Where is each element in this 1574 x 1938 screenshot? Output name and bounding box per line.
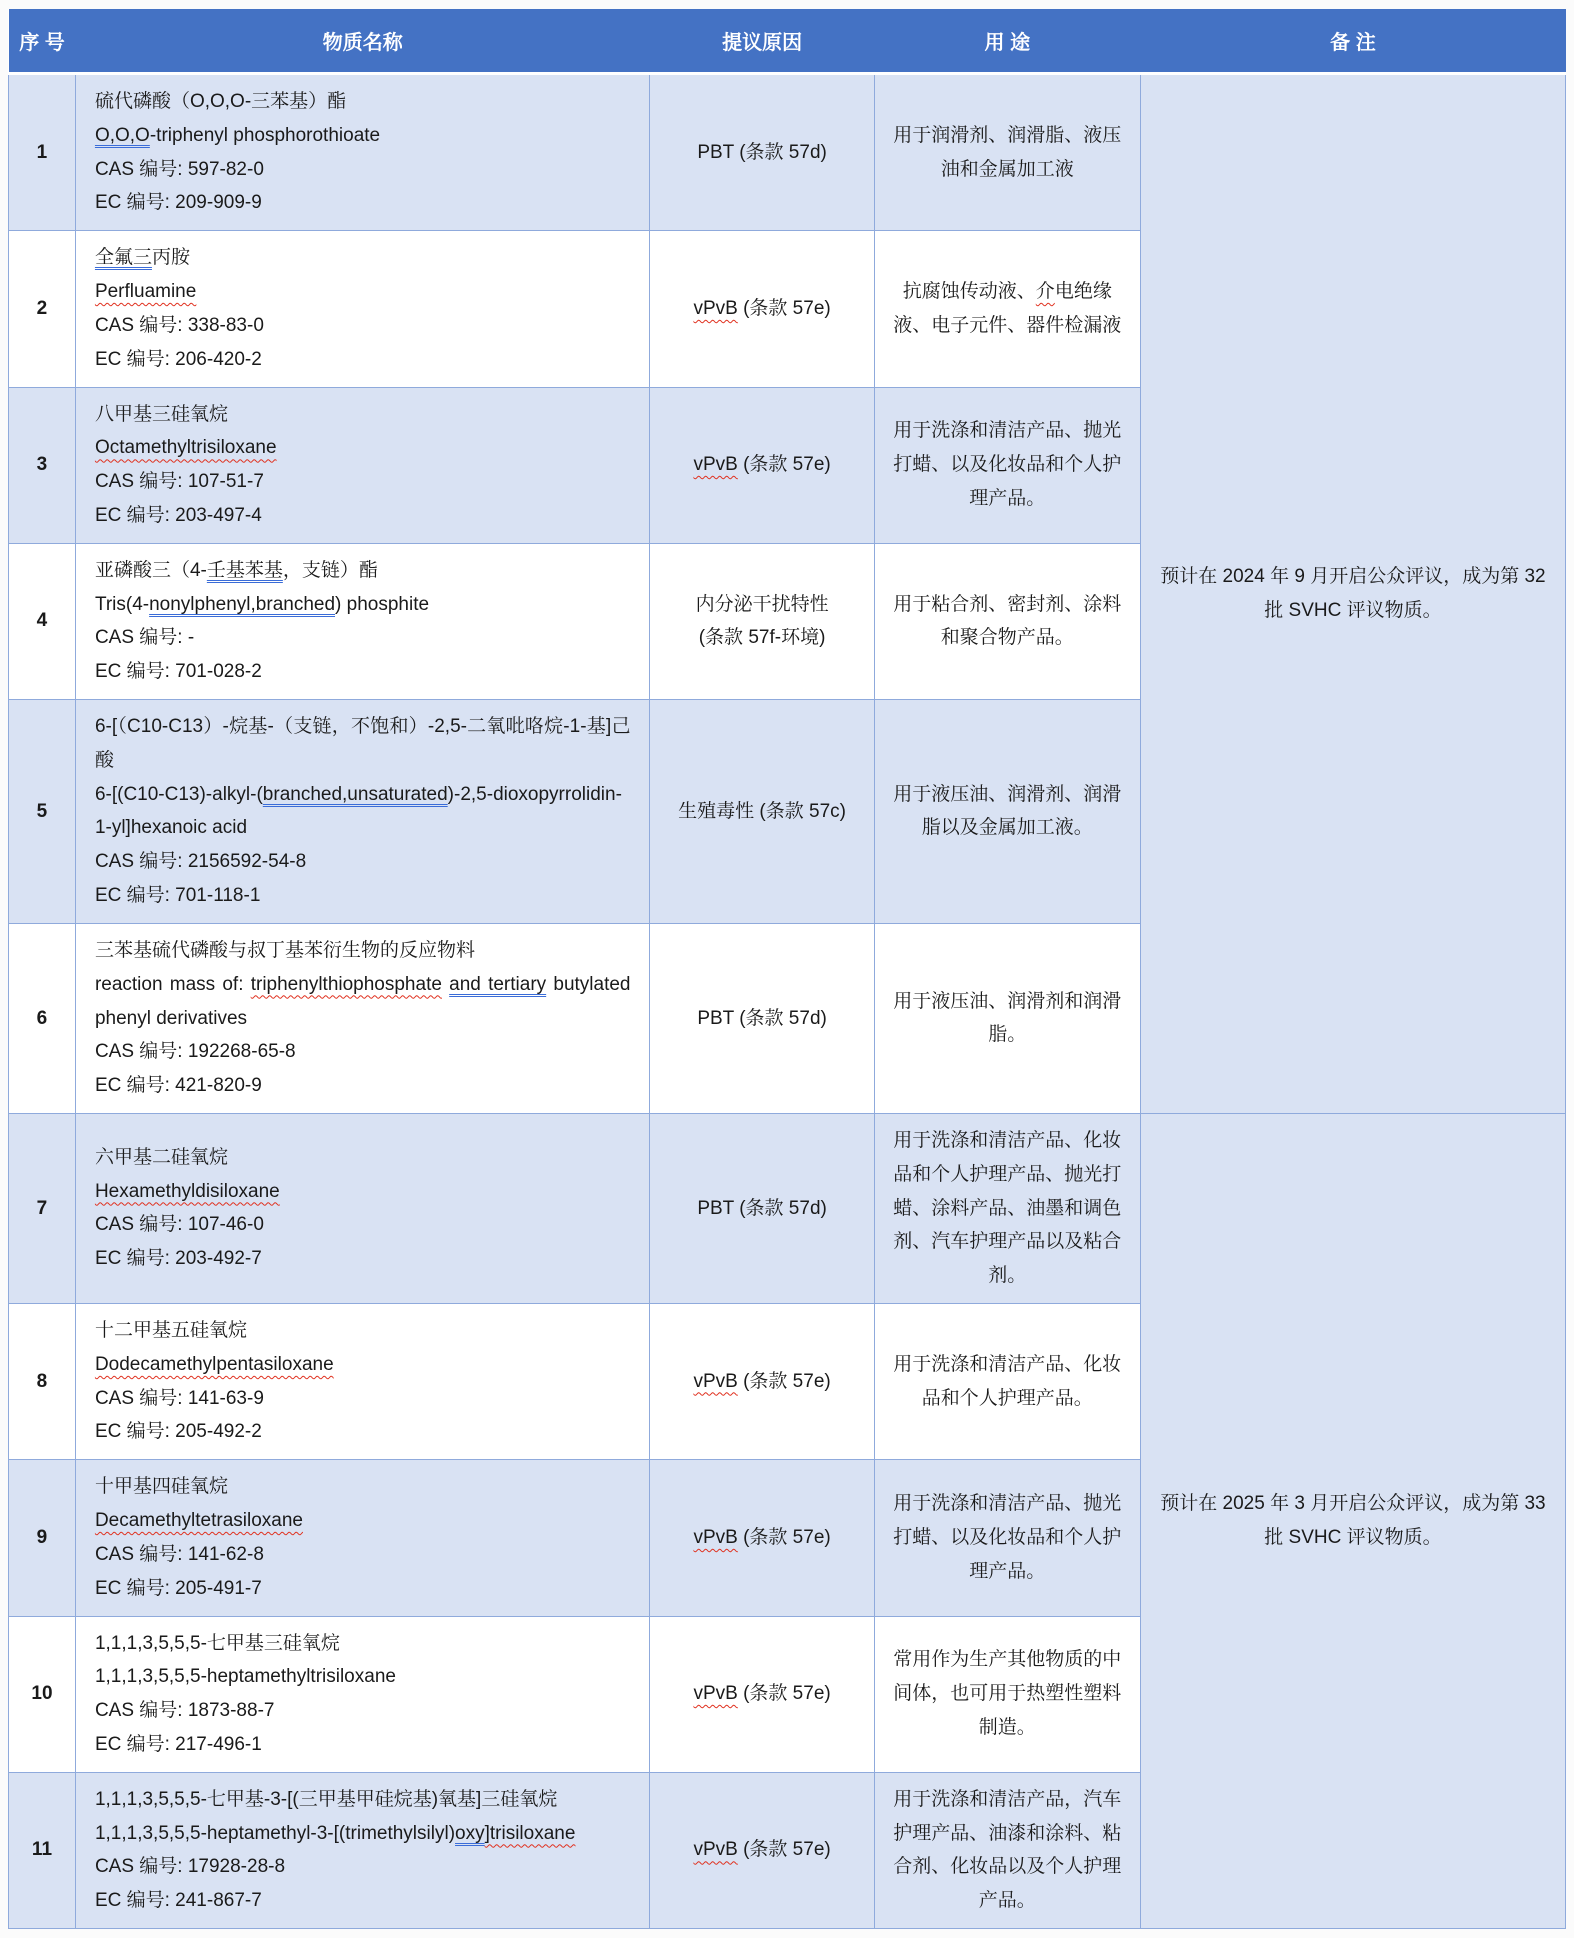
substance-name-line bbox=[95, 119, 631, 153]
text-segment: (条款 57e) bbox=[737, 1370, 831, 1392]
text-segment: 1,1,1,3,5,5,5-七甲基三硅氧烷 bbox=[94, 1632, 340, 1654]
substance-name-line bbox=[95, 588, 631, 622]
spell-error-text: 介 bbox=[1035, 281, 1055, 303]
text-segment: (条款 57e) bbox=[737, 1683, 831, 1705]
serial-cell: 7 bbox=[9, 1113, 76, 1303]
text-segment: 1,1,1,3,5,5,5-七甲基-3-[(三甲基甲硅烷基)氧基]三硅氧烷 bbox=[94, 1788, 558, 1810]
text-segment: EC 编号: 205-491-7 bbox=[94, 1577, 262, 1599]
text-segment: 硫代磷酸（O,O,O-三苯基）酯 bbox=[94, 91, 347, 112]
reason-cell bbox=[650, 1772, 874, 1928]
text-segment: EC 编号: 203-492-7 bbox=[94, 1248, 262, 1270]
substance-name-line bbox=[95, 655, 631, 689]
substance-name-line bbox=[95, 1504, 631, 1538]
substance-name-line bbox=[95, 1242, 631, 1276]
reason-line bbox=[664, 1002, 859, 1036]
text-segment: EC 编号: 205-492-2 bbox=[94, 1421, 262, 1443]
column-header-remark: 备 注 bbox=[1140, 9, 1565, 74]
text-segment: CAS 编号: 107-46-0 bbox=[94, 1214, 264, 1236]
serial-cell: 5 bbox=[9, 700, 76, 924]
table-row bbox=[9, 1113, 1566, 1303]
text-segment: (条款 57e) bbox=[737, 297, 831, 319]
text-segment: 六甲基二硅氧烷 bbox=[94, 1146, 228, 1168]
substance-name-line bbox=[95, 1069, 631, 1103]
text-segment: 十甲基四硅氧烷 bbox=[94, 1476, 228, 1498]
use-cell bbox=[874, 231, 1140, 387]
substance-name-cell bbox=[75, 231, 650, 387]
remark-cell: 预计在 2024 年 9 月开启公众评议，成为第 32 批 SVHC 评议物质。 bbox=[1140, 74, 1565, 1114]
spell-error-text: Dodecamethylpentasiloxane bbox=[94, 1353, 334, 1375]
reason-cell bbox=[650, 1113, 874, 1303]
text-segment: CAS 编号: 192268-65-8 bbox=[94, 1041, 296, 1063]
text-segment: 内分泌干扰特性 bbox=[695, 593, 829, 615]
spell-error-text: Decamethyltetrasiloxane bbox=[94, 1510, 303, 1532]
serial-cell: 11 bbox=[9, 1772, 76, 1928]
serial-cell: 10 bbox=[9, 1616, 76, 1772]
serial-cell: 3 bbox=[9, 387, 76, 543]
spell-error-text: vPvB bbox=[693, 1526, 738, 1548]
spell-error-text: ]trisiloxane bbox=[484, 1822, 576, 1844]
reason-line bbox=[664, 588, 859, 622]
grammar-error-text: and tertiary bbox=[449, 973, 547, 995]
column-header-serial: 序 号 bbox=[9, 9, 76, 74]
text-segment: EC 编号: 203-497-4 bbox=[94, 504, 262, 526]
substance-name-cell bbox=[75, 923, 650, 1113]
substance-name-line bbox=[95, 1415, 631, 1449]
text-segment: 十二甲基五硅氧烷 bbox=[94, 1320, 247, 1341]
serial-cell: 4 bbox=[9, 543, 76, 699]
column-header-reason: 提议原因 bbox=[650, 9, 874, 74]
reason-cell bbox=[650, 543, 874, 699]
substance-name-line bbox=[95, 1728, 631, 1762]
text-segment: ) phosphite bbox=[335, 593, 430, 615]
substance-name-cell bbox=[75, 543, 650, 699]
text-segment: CAS 编号: 17928-28-8 bbox=[94, 1856, 286, 1878]
table-header bbox=[9, 9, 1566, 74]
reason-line bbox=[664, 448, 859, 482]
substance-name-cell bbox=[75, 1772, 650, 1928]
text-segment: PBT (条款 57d) bbox=[697, 141, 827, 163]
text-segment: CAS 编号: 1873-88-7 bbox=[94, 1700, 275, 1722]
text-segment: CAS 编号: 338-83-0 bbox=[94, 314, 264, 336]
use-text bbox=[889, 119, 1126, 187]
text-segment: CAS 编号: 141-62-8 bbox=[94, 1543, 264, 1565]
text-segment: (条款 57e) bbox=[737, 1839, 831, 1861]
use-cell bbox=[874, 1304, 1140, 1460]
text-segment: 电绝缘液、电子元件、器件检漏液 bbox=[893, 281, 1122, 336]
svhc-substance-table bbox=[8, 9, 1566, 1929]
use-cell bbox=[874, 74, 1140, 231]
spell-error-text: vPvB bbox=[693, 454, 738, 476]
spell-error-text: vPvB bbox=[693, 1370, 738, 1392]
reason-line bbox=[664, 1192, 859, 1226]
reason-cell bbox=[650, 74, 874, 231]
reason-cell bbox=[650, 1460, 874, 1616]
text-segment: )-2,5-dioxopyrrolidin-1-yl]hexanoic acid bbox=[94, 783, 622, 839]
serial-cell: 1 bbox=[9, 74, 76, 231]
substance-name-line bbox=[95, 1348, 631, 1382]
reason-line bbox=[664, 136, 859, 170]
substance-name-line bbox=[95, 241, 631, 275]
text-segment: 用于洗涤和清洁产品、化妆品和个人护理产品。 bbox=[893, 1353, 1122, 1409]
substance-name-line bbox=[95, 499, 631, 533]
reason-cell bbox=[650, 700, 874, 924]
reason-cell bbox=[650, 387, 874, 543]
text-segment: 用于粘合剂、密封剂、涂料和聚合物产品。 bbox=[893, 593, 1122, 649]
text-segment: 用于洗涤和清洁产品、化妆品和个人护理产品、抛光打蜡、涂料产品、油墨和调色剂、汽车护理产品以及粘合剂。 bbox=[893, 1129, 1122, 1287]
text-segment: 生殖毒性 (条款 57c) bbox=[678, 800, 847, 822]
text-segment: 用于洗涤和清洁产品、抛光打蜡、以及化妆品和个人护理产品。 bbox=[893, 420, 1122, 510]
grammar-error-text: O,O,O bbox=[94, 124, 150, 146]
text-segment: 八甲基三硅氧烷 bbox=[94, 403, 228, 425]
serial-cell: 6 bbox=[9, 923, 76, 1113]
use-text bbox=[889, 1348, 1126, 1416]
text-segment: 用于液压油、润滑剂、润滑脂以及金属加工液。 bbox=[893, 783, 1122, 839]
substance-name-line bbox=[95, 465, 631, 499]
substance-name-line bbox=[95, 431, 631, 465]
table-row bbox=[9, 74, 1566, 231]
reason-line bbox=[664, 1521, 859, 1555]
reason-line bbox=[664, 621, 859, 655]
text-segment: Tris(4- bbox=[94, 593, 150, 615]
header-row bbox=[9, 9, 1566, 74]
substance-name-line bbox=[95, 1470, 631, 1504]
reason-line bbox=[664, 795, 859, 829]
substance-name-line bbox=[95, 1694, 631, 1728]
text-segment: 抗腐蚀传动液、 bbox=[902, 281, 1036, 303]
substance-name-line bbox=[95, 309, 631, 343]
text-segment: ，支链）酯 bbox=[282, 559, 378, 581]
substance-name-line bbox=[95, 1382, 631, 1416]
text-segment: (条款 57f-环境) bbox=[698, 627, 826, 649]
text-segment: 6-[（C10-C13）-烷基-（支链，不饱和）-2,5-二氧吡咯烷-1-基]己酸 bbox=[94, 716, 631, 771]
text-segment: PBT (条款 57d) bbox=[697, 1007, 827, 1029]
text-segment: EC 编号: 701-028-2 bbox=[94, 661, 262, 683]
use-cell bbox=[874, 543, 1140, 699]
substance-name-line bbox=[95, 1783, 631, 1817]
text-segment: 亚磷酸三（4- bbox=[94, 559, 207, 581]
text-segment: -triphenyl phosphorothioate bbox=[149, 124, 381, 146]
substance-name-line bbox=[95, 186, 631, 220]
reason-line bbox=[664, 1677, 859, 1711]
substance-name-cell bbox=[75, 1304, 650, 1460]
reason-line bbox=[664, 1833, 859, 1867]
text-segment: 6-[(C10-C13)-alkyl-( bbox=[94, 783, 263, 805]
grammar-error-text: nonylphenyl,branched bbox=[149, 593, 336, 615]
text-segment: 三苯基硫代磷酸与叔丁基苯衍生物的反应物料 bbox=[94, 939, 475, 961]
substance-name-cell bbox=[75, 1616, 650, 1772]
spell-error-text: Hexamethyldisiloxane bbox=[94, 1180, 280, 1202]
use-text bbox=[889, 414, 1126, 515]
substance-name-line bbox=[95, 1538, 631, 1572]
reason-cell bbox=[650, 231, 874, 387]
table-body bbox=[9, 74, 1566, 1929]
reason-cell bbox=[650, 923, 874, 1113]
substance-name-line bbox=[95, 710, 631, 778]
use-cell bbox=[874, 1616, 1140, 1772]
text-segment: 用于液压油、润滑剂和润滑脂。 bbox=[893, 990, 1122, 1046]
reason-line bbox=[664, 292, 859, 326]
use-text bbox=[889, 1124, 1126, 1293]
substance-name-line bbox=[95, 343, 631, 377]
use-text bbox=[889, 985, 1126, 1053]
reason-cell bbox=[650, 1304, 874, 1460]
use-text bbox=[889, 1643, 1126, 1744]
spell-error-text: vPvB bbox=[693, 297, 738, 319]
substance-name-line bbox=[95, 1314, 631, 1348]
use-text bbox=[889, 275, 1126, 343]
text-segment: CAS 编号: 2156592-54-8 bbox=[94, 851, 307, 873]
use-text bbox=[889, 778, 1126, 846]
use-cell bbox=[874, 700, 1140, 924]
use-text bbox=[889, 588, 1126, 656]
text-segment: CAS 编号: 107-51-7 bbox=[94, 471, 264, 493]
use-text bbox=[889, 1487, 1126, 1588]
remark-cell: 预计在 2025 年 3 月开启公众评议，成为第 33 批 SVHC 评议物质。 bbox=[1140, 1113, 1565, 1928]
substance-name-line bbox=[95, 153, 631, 187]
substance-name-line bbox=[95, 85, 631, 119]
text-segment: 用于洗涤和清洁产品，汽车护理产品、油漆和涂料、粘合剂、化妆品以及个人护理产品。 bbox=[893, 1788, 1122, 1912]
reason-line bbox=[664, 1365, 859, 1399]
substance-name-line bbox=[95, 398, 631, 432]
text-segment: (条款 57e) bbox=[737, 1526, 831, 1548]
substance-name-line bbox=[95, 1208, 631, 1242]
substance-name-line bbox=[95, 1572, 631, 1606]
spell-error-text: Perfluamine bbox=[94, 281, 197, 303]
spell-error-text: Octamethyltrisiloxane bbox=[94, 437, 277, 459]
substance-name-line bbox=[95, 1660, 631, 1694]
substance-name-line bbox=[95, 934, 631, 968]
substance-name-cell bbox=[75, 74, 650, 231]
text-segment: EC 编号: 206-420-2 bbox=[94, 348, 262, 370]
substance-name-line bbox=[95, 1627, 631, 1661]
text-segment: CAS 编号: 597-82-0 bbox=[94, 158, 264, 180]
grammar-error-text: 全氟三 bbox=[94, 247, 152, 269]
text-segment: reaction mass of: bbox=[94, 973, 251, 995]
text-segment: CAS 编号: - bbox=[94, 627, 195, 649]
text-segment: 用于洗涤和清洁产品、抛光打蜡、以及化妆品和个人护理产品。 bbox=[893, 1493, 1122, 1582]
substance-name-line bbox=[95, 1850, 631, 1884]
substance-name-line bbox=[95, 554, 631, 588]
reason-cell bbox=[650, 1616, 874, 1772]
text-segment: 用于润滑剂、润滑脂、液压油和金属加工液 bbox=[893, 124, 1122, 180]
text-segment: EC 编号: 217-496-1 bbox=[94, 1733, 262, 1755]
grammar-error-text: branched,unsaturated bbox=[262, 783, 448, 805]
spell-error-text: vPvB bbox=[693, 1839, 738, 1861]
substance-name-line bbox=[95, 275, 631, 309]
substance-name-line bbox=[95, 778, 631, 846]
substance-name-line bbox=[95, 968, 631, 1036]
substance-name-cell bbox=[75, 1460, 650, 1616]
substance-name-line bbox=[95, 845, 631, 879]
text-segment: 1,1,1,3,5,5,5-heptamethyltrisiloxane bbox=[94, 1666, 396, 1688]
grammar-error-text: oxy bbox=[455, 1822, 485, 1844]
text-segment: EC 编号: 209-909-9 bbox=[94, 192, 262, 214]
text-segment: 常用作为生产其他物质的中间体，也可用于热塑性塑料制造。 bbox=[893, 1649, 1122, 1739]
spell-error-text: vPvB bbox=[693, 1683, 738, 1705]
substance-name-line bbox=[95, 879, 631, 913]
text-segment: EC 编号: 421-820-9 bbox=[94, 1075, 262, 1097]
column-header-name: 物质名称 bbox=[75, 9, 650, 74]
substance-name-cell bbox=[75, 700, 650, 924]
substance-name-line bbox=[95, 1141, 631, 1175]
grammar-error-text: 壬基苯基 bbox=[206, 559, 283, 581]
substance-name-cell bbox=[75, 1113, 650, 1303]
text-segment: EC 编号: 241-867-7 bbox=[94, 1890, 262, 1912]
use-cell bbox=[874, 923, 1140, 1113]
substance-name-line bbox=[95, 1884, 631, 1918]
text-segment: 1,1,1,3,5,5,5-heptamethyl-3-[(trimethylsilyl) bbox=[94, 1822, 456, 1844]
use-cell bbox=[874, 387, 1140, 543]
text-segment: butylated phenyl derivatives bbox=[94, 973, 631, 1029]
serial-cell: 2 bbox=[9, 231, 76, 387]
use-text bbox=[889, 1783, 1126, 1918]
use-cell bbox=[874, 1460, 1140, 1616]
text-segment: (条款 57e) bbox=[737, 454, 831, 476]
serial-cell: 9 bbox=[9, 1460, 76, 1616]
use-cell bbox=[874, 1772, 1140, 1928]
substance-name-line bbox=[95, 1035, 631, 1069]
text-segment: 丙胺 bbox=[151, 247, 190, 269]
text-segment: EC 编号: 701-118-1 bbox=[94, 885, 261, 907]
spell-error-text: triphenylthiophosphate bbox=[250, 973, 442, 995]
text-segment: PBT (条款 57d) bbox=[697, 1197, 827, 1219]
text-segment: CAS 编号: 141-63-9 bbox=[94, 1387, 264, 1409]
substance-name-cell bbox=[75, 387, 650, 543]
substance-name-line bbox=[95, 1175, 631, 1209]
substance-name-line bbox=[95, 621, 631, 655]
column-header-use: 用 途 bbox=[874, 9, 1140, 74]
substance-name-line bbox=[95, 1817, 631, 1851]
serial-cell: 8 bbox=[9, 1304, 76, 1460]
use-cell bbox=[874, 1113, 1140, 1303]
